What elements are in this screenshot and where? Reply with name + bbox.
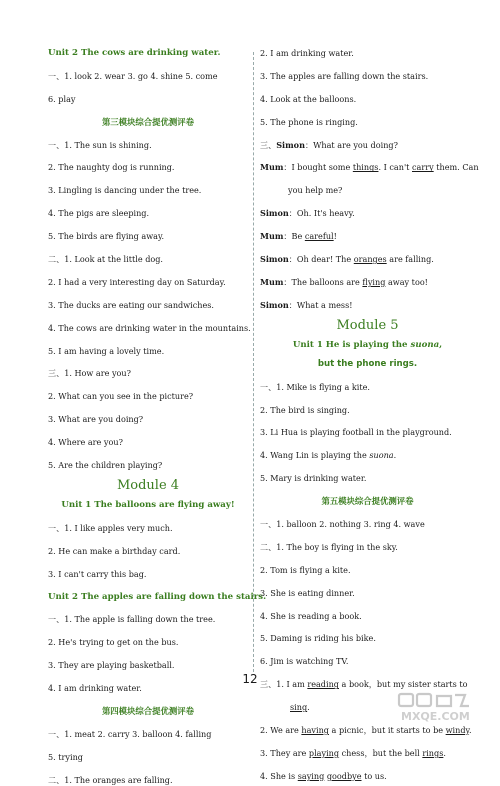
answer-line: 2. I am drinking water.	[260, 48, 354, 58]
svg-text:MXQE.COM: MXQE.COM	[401, 710, 470, 723]
answer-line: 一、1. meat 2. carry 3. balloon 4. falling	[48, 728, 212, 739]
answer-line: 5. I am having a lovely time.	[48, 345, 165, 356]
answer-line: 4. I am drinking water.	[48, 683, 142, 694]
dialogue-line: Simon：Oh. It's heavy.	[260, 208, 355, 219]
answer-line: 6. Jim is watching TV.	[260, 656, 349, 667]
answer-line: 2. Tom is flying a kite.	[260, 564, 351, 575]
dialogue-line: Simon：What a mess!	[260, 299, 353, 310]
answer-line: sing.	[290, 702, 310, 713]
answer-line: 二、1. The oranges are falling.	[48, 774, 173, 785]
page-number: 12	[242, 672, 258, 686]
dialogue-line: Mum：Be careful!	[260, 231, 337, 242]
unit-title: Unit 2 The apples are falling down the stairs.	[48, 591, 267, 602]
answer-line: 5. The phone is ringing.	[260, 116, 358, 127]
answer-line: 3. Li Hua is playing football in the playground.	[260, 427, 452, 438]
module-heading: Module 5	[336, 317, 399, 333]
module-heading: Module 4	[116, 478, 180, 494]
dialogue-line: 三、Simon：What are you doing?	[260, 139, 398, 150]
watermark-logo	[395, 690, 495, 724]
dialogue-line: Mum：I bought some things. I can't carry them. Can	[260, 162, 479, 173]
answer-line: 一、1. balloon 2. nothing 3. ring 4. wave	[260, 519, 425, 530]
section-title: 第四模块综合提优测评卷	[101, 706, 195, 717]
answer-line: 5. trying	[48, 751, 83, 762]
answer-line: 一、1. The sun is shining.	[48, 139, 152, 150]
answer-line: 二、1. The boy is flying in the sky.	[260, 541, 398, 552]
dialogue-line: Mum：The balloons are flying away too!	[260, 276, 428, 287]
answer-line: 5. Mary is drinking water.	[260, 473, 367, 484]
answer-line: 2. We are having a picnic，but it starts to be windy.	[260, 725, 472, 736]
unit-title-cont: but the phone rings.	[317, 358, 418, 369]
answer-line: 3. They are playing chess，but the bell rings.	[260, 747, 446, 758]
answer-line: 3. They are playing basketball.	[48, 660, 175, 671]
answer-line: 3. I can't carry this bag.	[48, 568, 147, 579]
answer-line: 4. The pigs are sleeping.	[48, 208, 150, 219]
answer-line: 2. The naughty dog is running.	[48, 162, 175, 173]
answer-line: 一、1. look 2. wear 3. go 4. shine 5. come	[48, 70, 218, 81]
answer-line: 5. The birds are flying away.	[48, 231, 165, 242]
answer-line: 5. Are the children playing?	[48, 460, 163, 471]
section-title: 第五模块综合提优测评卷	[321, 496, 414, 507]
answer-line: 3. The ducks are eating our sandwiches.	[48, 299, 214, 310]
answer-line: 2. He's trying to get on the bus.	[48, 637, 179, 648]
answer-line: 3. Lingling is dancing under the tree.	[48, 185, 202, 196]
unit-title: Unit 2 The cows are drinking water.	[48, 48, 221, 58]
answer-line: 3. What are you doing?	[48, 414, 144, 425]
answer-line: 2. I had a very interesting day on Saturday.	[48, 276, 226, 287]
column-divider	[253, 52, 254, 672]
answer-line: 2. What can you see in the picture?	[48, 391, 194, 402]
answer-line: 4. Look at the balloons.	[260, 93, 357, 104]
answer-line: 三、1. I am reading a book，but my sister starts to	[260, 679, 468, 690]
answer-line: 4. The cows are drinking water in the mountains.	[48, 322, 251, 333]
dialogue-line: you help me?	[288, 185, 343, 196]
answer-line: 三、1. How are you?	[48, 368, 131, 379]
answer-line: 4. Wang Lin is playing the suona.	[260, 450, 397, 461]
answer-line: 5. Daming is riding his bike.	[260, 633, 376, 644]
answer-line: 一、1. Mike is flying a kite.	[260, 381, 370, 392]
answer-line: 4. She is reading a book.	[260, 610, 362, 621]
unit-title: Unit 1 He is playing the suona,	[292, 339, 443, 350]
answer-line: 一、1. The apple is falling down the tree.	[48, 614, 216, 625]
answer-line: 4. She is saying goodbye to us.	[260, 770, 387, 781]
section-title: 第三模块综合提优测评卷	[101, 116, 195, 127]
dialogue-line: Simon：Oh dear! The oranges are falling.	[260, 254, 434, 265]
answer-line: 6. play	[48, 93, 76, 104]
answer-line: 3. She is eating dinner.	[260, 587, 355, 598]
answer-line: 3. The apples are falling down the stairs.	[260, 70, 429, 81]
answer-line: 4. Where are you?	[48, 437, 123, 448]
unit-title: Unit 1 The balloons are flying away!	[61, 500, 235, 511]
answer-line: 二、1. Look at the little dog.	[48, 254, 164, 265]
answer-line: 2. The bird is singing.	[260, 404, 350, 415]
answer-line: 2. He can make a birthday card.	[48, 545, 181, 556]
answer-line: 一、1. I like apples very much.	[48, 522, 173, 533]
